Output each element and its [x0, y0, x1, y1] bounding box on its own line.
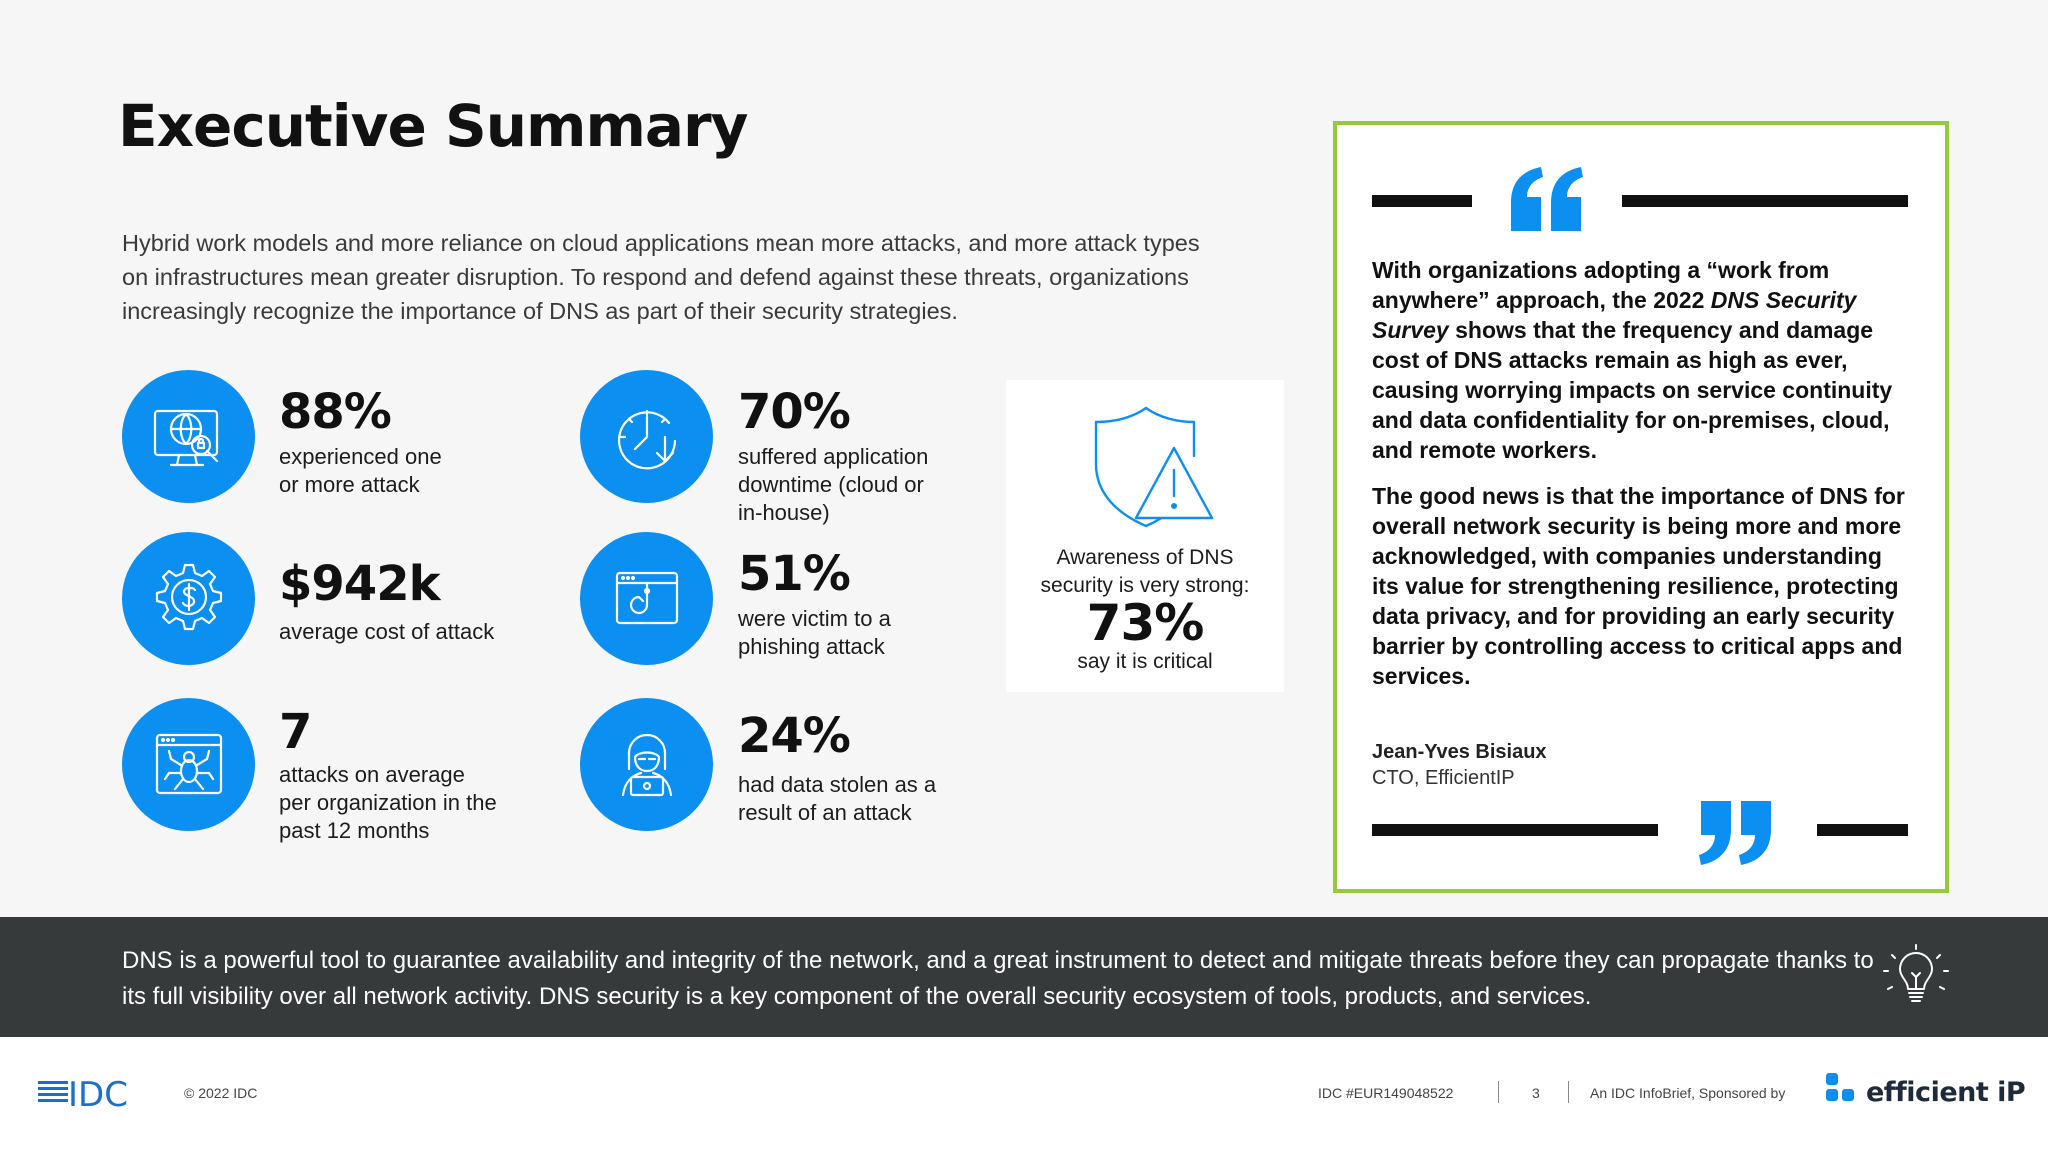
- quote-author: Jean-Yves Bisiaux: [1372, 741, 1547, 763]
- globe-monitor-icon: [122, 370, 255, 503]
- stat-value: 88%: [279, 384, 391, 440]
- stat-label: had data stolen as a result of an attack: [738, 772, 937, 825]
- banner-text: DNS is a powerful tool to guarantee availability and integrity of the network, and a great instrument to detect and mitigate threats before they can propagate thanks to its full visibility over all network activity. DNS security is a key component of the overall security ecosystem of tools, products, and services.: [122, 947, 1874, 1010]
- dollar-gear-icon: [122, 532, 255, 665]
- clock-down-icon: [580, 370, 713, 503]
- sponsor-text: An IDC InfoBrief, Sponsored by: [1590, 1085, 1786, 1101]
- summary-banner: [0, 917, 2048, 1037]
- idc-logo: [38, 1075, 148, 1111]
- page-number: 3: [1532, 1085, 1540, 1101]
- awareness-callout: [1006, 380, 1284, 692]
- stat-label: average cost of attack: [279, 619, 495, 644]
- stat-value: $942k: [279, 556, 440, 612]
- quote-rule: [1622, 195, 1908, 207]
- efficientip-logo: efficient iP: [1866, 1077, 2026, 1108]
- doc-id: IDC #EUR149048522: [1318, 1085, 1454, 1101]
- stat-value: 70%: [738, 384, 850, 440]
- hacker-laptop-icon: [580, 698, 713, 831]
- quote-rule: [1372, 824, 1658, 836]
- stat-label: experienced one or more attack: [279, 444, 442, 497]
- stat-value: 51%: [738, 546, 850, 602]
- stat-label: attacks on average per organization in the past 12 months: [279, 762, 497, 843]
- stat-label: were victim to a phishing attack: [738, 606, 891, 659]
- intro-paragraph: Hybrid work models and more reliance on cloud applications mean more attacks, and more attack types on infrastructures mean greater disruption. To respond and defend against these threats, organizations increasingly recognize the importance of DNS as part of their security strategies.: [122, 230, 1200, 324]
- quote-rule: [1372, 195, 1472, 207]
- shield-warning-icon: [1072, 402, 1218, 532]
- svg-text:IDC: IDC: [68, 1075, 128, 1111]
- quote-rule: [1817, 824, 1908, 836]
- copyright: © 2022 IDC: [184, 1085, 258, 1101]
- footer-divider: [1498, 1081, 1499, 1103]
- close-quote-icon: [1695, 797, 1775, 867]
- footer: [0, 1037, 2048, 1152]
- phishing-hook-icon: [580, 532, 713, 665]
- footer-divider: [1568, 1081, 1569, 1103]
- quote-role: CTO, EfficientIP: [1372, 767, 1515, 789]
- page-title: Executive Summary: [118, 92, 748, 160]
- bug-window-icon: [122, 698, 255, 831]
- quote-box: [1333, 121, 1949, 893]
- awareness-sub: say it is critical: [1077, 650, 1213, 673]
- stat-label: suffered application downtime (cloud or in-house): [738, 444, 929, 525]
- quote-text: With organizations adopting a “work from anywhere” approach, the 2022 DNS Security Survey shows that the frequency and damage cost of DNS attacks remain as high as ever, causing worrying impacts on service continuity and data confidentiality for on-premises, cloud, and remote workers. The good news is that the importance of DNS for overall network security is being more and more acknowledged, with companies understanding its value for strengthening resilience, protecting data privacy, and for providing an early security barrier by controlling access to critical apps and services.: [1372, 257, 1905, 689]
- awareness-text: Awareness of DNS security is very strong:: [1040, 546, 1250, 597]
- stat-value: 24%: [738, 708, 850, 764]
- awareness-value: 73%: [1086, 594, 1204, 652]
- stat-value: 7: [279, 704, 312, 760]
- efficientip-logo-icon: [1824, 1071, 1864, 1111]
- lightbulb-icon: [1880, 941, 1952, 1013]
- open-quote-icon: [1507, 165, 1587, 235]
